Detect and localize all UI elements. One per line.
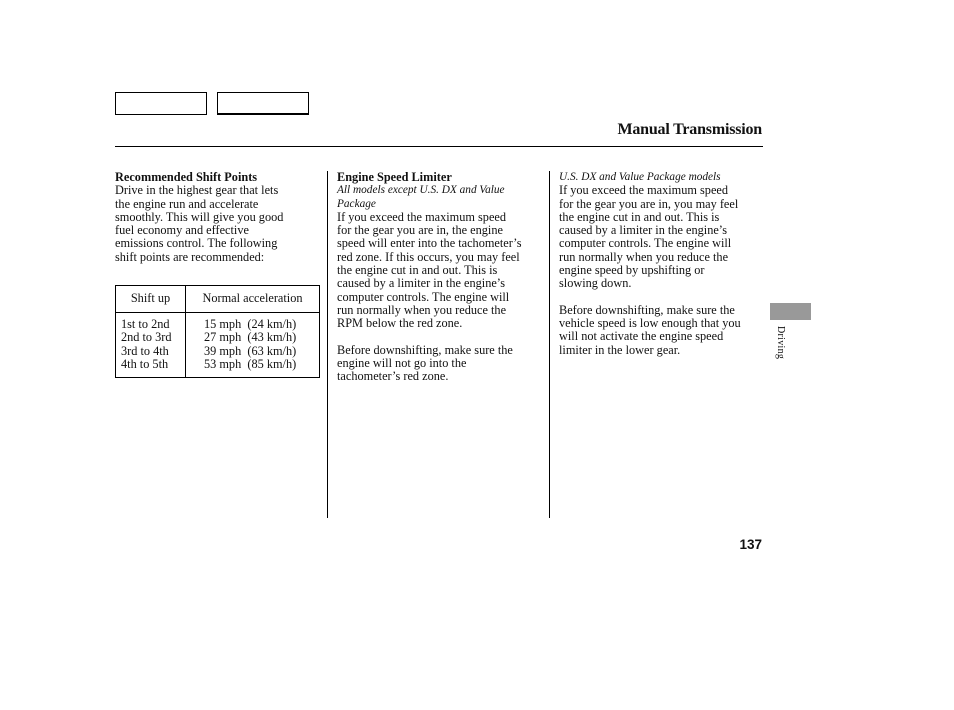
text-line: Before downshifting, make sure the <box>559 302 735 317</box>
text-line: emissions control. The following <box>115 236 278 251</box>
text-line: run normally when you reduce the <box>337 302 507 317</box>
model-applicability-note: U.S. DX and Value Package models <box>559 171 721 183</box>
column-engine-speed-limiter <box>337 171 547 383</box>
text-line: If you exceed the maximum speed <box>559 183 729 198</box>
column-divider <box>327 171 328 518</box>
speed-value: 39 mph (63 km/h) <box>204 343 297 358</box>
section-tab[interactable] <box>770 303 811 320</box>
text-line: computer controls. The engine will <box>337 289 510 304</box>
limiter-paragraph <box>337 211 547 331</box>
table-cell-speeds <box>186 313 320 378</box>
gear-value: 4th to 5th <box>121 356 169 371</box>
text-line: the engine cut in and out. This is <box>337 263 498 278</box>
page-title: Manual Transmission <box>617 121 762 138</box>
text-line: caused by a limiter in the engine’s <box>559 223 728 238</box>
text-line: Package <box>337 197 376 210</box>
model-applicability-note <box>337 184 547 211</box>
text-line: slowing down. <box>559 276 632 291</box>
text-line: engine speed by upshifting or <box>559 263 705 278</box>
speed-value: 53 mph (85 km/h) <box>204 356 297 371</box>
text-line: for the gear you are in, the engine <box>337 223 503 238</box>
text-line: smoothly. This will give you good <box>115 209 284 224</box>
column-dx-models <box>559 171 763 357</box>
section-heading-shift-points: Recommended Shift Points <box>115 170 258 184</box>
text-line: shift points are recommended: <box>115 249 265 264</box>
text-line: red zone. If this occurs, you may feel <box>337 249 520 264</box>
text-line: computer controls. The engine will <box>559 236 732 251</box>
nav-box-left[interactable] <box>115 92 207 115</box>
text-line: fuel economy and effective <box>115 223 249 238</box>
shift-points-paragraph <box>115 184 320 264</box>
gear-value: 2nd to 3rd <box>121 330 172 345</box>
shift-points-table <box>115 285 320 378</box>
text-line: vehicle speed is low enough that you <box>559 315 741 330</box>
text-line: the engine run and accelerate <box>115 196 259 211</box>
table-header-normal-acceleration: Normal acceleration <box>186 286 320 313</box>
text-line: caused by a limiter in the engine’s <box>337 276 506 291</box>
text-line: limiter in the lower gear. <box>559 342 681 357</box>
text-line: All models except U.S. DX and Value <box>337 184 505 197</box>
text-line: RPM below the red zone. <box>337 316 463 331</box>
text-line: If you exceed the maximum speed <box>337 209 507 224</box>
text-line: for the gear you are in, you may feel <box>559 196 739 211</box>
section-heading-engine-speed-limiter: Engine Speed Limiter <box>337 170 452 184</box>
limiter-paragraph <box>559 184 763 290</box>
column-shift-points <box>115 171 320 264</box>
text-line: run normally when you reduce the <box>559 249 729 264</box>
table-row <box>116 313 320 378</box>
page-number: 137 <box>739 537 762 552</box>
text-line: will not activate the engine speed <box>559 329 724 344</box>
speed-value: 15 mph (24 km/h) <box>204 317 297 331</box>
column-divider <box>549 171 550 518</box>
table-header-row <box>116 286 320 313</box>
downshift-paragraph <box>337 344 547 384</box>
table-cell-gears <box>116 313 186 378</box>
title-divider <box>115 146 763 147</box>
gear-value: 3rd to 4th <box>121 343 169 358</box>
text-line: tachometer’s red zone. <box>337 369 449 384</box>
text-line: Drive in the highest gear that lets <box>115 183 279 198</box>
table-header-shift-up: Shift up <box>116 286 186 313</box>
text-line: engine will not go into the <box>337 355 467 370</box>
speed-value: 27 mph (43 km/h) <box>204 330 297 345</box>
text-line: the engine cut in and out. This is <box>559 209 720 224</box>
text-line: speed will enter into the tachometer’s <box>337 236 522 251</box>
downshift-paragraph <box>559 304 763 357</box>
text-line: Before downshifting, make sure the <box>337 342 513 357</box>
section-tab-label: Driving <box>775 326 786 360</box>
nav-box-right[interactable] <box>217 92 309 115</box>
gear-value: 1st to 2nd <box>121 317 170 331</box>
